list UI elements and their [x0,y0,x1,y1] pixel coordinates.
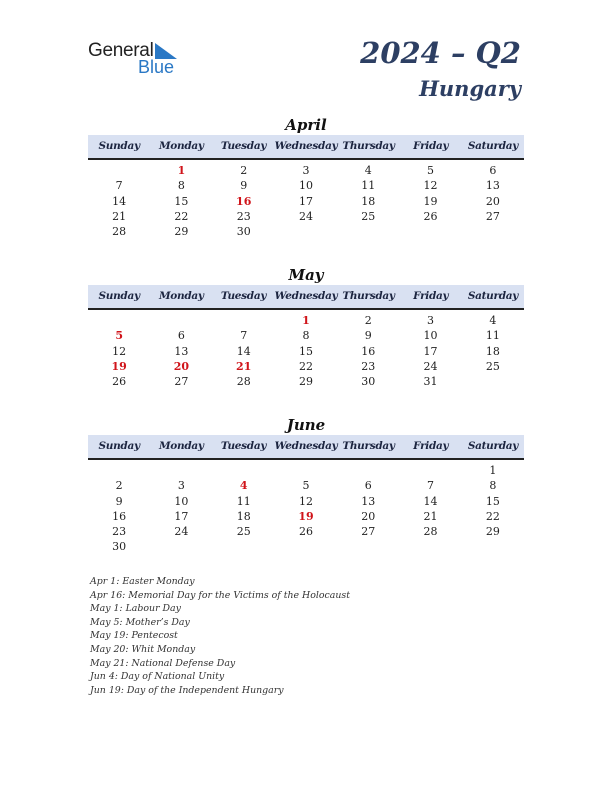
day-cell: 30 [112,540,127,554]
day-cell: 14 [423,494,438,508]
day-cell: 17 [423,344,438,358]
day-cell: 28 [236,375,251,389]
day-cell: 10 [423,329,438,343]
weekday-label: Thursday [342,290,395,302]
month-title: April [285,116,327,134]
day-cell: 6 [364,479,372,493]
day-cell: 4 [489,314,497,327]
week-row [88,209,524,224]
empty-day-cell [337,539,399,554]
month-april [88,115,524,239]
day-cell: 5 [302,479,310,493]
day-cell: 26 [423,209,438,223]
holiday-note: May 19: Pentecost [90,630,178,642]
weekday-header-row [88,135,524,160]
logo-text-blue: Blue [138,57,175,77]
weekday-label: Friday [413,140,449,152]
weekday-label: Tuesday [220,440,267,452]
day-cell: 7 [427,479,435,493]
day-cell: 9 [115,494,123,508]
holiday-day-cell: 1 [302,314,310,327]
week-row [88,344,524,359]
day-cell: 14 [112,194,127,208]
day-cell: 29 [485,525,500,539]
day-cell: 24 [174,525,189,539]
day-cell: 23 [236,209,251,223]
day-cell: 15 [298,344,313,358]
empty-day-cell [213,313,275,328]
weekday-header-row [88,285,524,310]
day-cell: 6 [177,329,185,343]
week-row [88,539,524,554]
day-cell: 23 [361,359,376,373]
day-cell: 2 [364,314,372,327]
day-cell: 13 [174,344,189,358]
day-cell: 25 [485,359,500,373]
day-cell: 25 [361,209,376,223]
holiday-note: May 21: National Defense Day [90,657,236,669]
week-row [88,224,524,239]
day-cell: 31 [423,375,438,389]
day-cell: 3 [302,164,310,177]
page-title: 2024 – Q2 [360,36,521,70]
day-cell: 12 [112,344,127,358]
day-cell: 30 [236,225,251,239]
day-cell: 22 [298,359,313,373]
week-row [88,194,524,209]
weekday-label: Thursday [342,140,395,152]
day-cell: 8 [302,329,310,343]
holiday-notes [90,575,350,697]
day-cell: 12 [298,494,313,508]
week-row [88,328,524,343]
empty-day-cell [150,313,212,328]
week-row [88,463,524,478]
empty-day-cell [88,463,150,478]
day-cell: 29 [174,225,189,239]
day-cell: 5 [427,164,435,177]
empty-day-cell [399,224,461,239]
day-cell: 18 [361,194,376,208]
holiday-note: Apr 16: Memorial Day for the Victims of the Holocaust [90,589,350,601]
holiday-note: May 20: Whit Monday [90,643,196,655]
holiday-day-cell: 21 [236,359,252,373]
empty-day-cell [399,539,461,554]
month-title: May [288,266,324,284]
day-cell: 19 [423,194,438,208]
week-row [88,478,524,493]
day-cell: 24 [298,209,313,223]
weekday-label: Friday [413,290,449,302]
day-cell: 17 [174,509,189,523]
day-cell: 30 [361,375,376,389]
weekday-header-row [88,435,524,460]
weekday-label: Sunday [98,140,140,152]
day-cell: 18 [236,509,251,523]
weekday-label: Tuesday [220,290,267,302]
week-row [88,524,524,539]
day-cell: 22 [485,509,500,523]
day-cell: 28 [112,225,127,239]
holiday-note: May 5: Mother’s Day [90,616,190,628]
day-cell: 3 [177,479,185,493]
day-cell: 24 [423,359,438,373]
weekday-label: Saturday [467,440,519,452]
day-cell: 12 [423,179,438,193]
holiday-day-cell: 19 [111,359,127,373]
day-cell: 2 [115,479,123,493]
empty-day-cell [88,313,150,328]
empty-day-cell [275,539,337,554]
day-cell: 25 [236,525,251,539]
day-cell: 16 [112,509,127,523]
weekday-label: Saturday [467,140,519,152]
day-cell: 26 [112,375,127,389]
week-row [88,178,524,193]
month-june [88,415,524,555]
day-cell: 13 [361,494,376,508]
logo-text-general: General [88,40,154,61]
empty-day-cell [275,224,337,239]
week-row [88,163,524,178]
weekday-label: Wednesday [274,140,338,152]
day-cell: 10 [174,494,189,508]
week-row [88,494,524,509]
day-cell: 8 [489,479,497,493]
week-row [88,509,524,524]
page-subtitle-country: Hungary [419,76,521,101]
day-cell: 9 [240,179,248,193]
empty-day-cell [462,374,524,389]
weekday-label: Wednesday [274,440,338,452]
day-cell: 13 [485,179,500,193]
weekday-label: Monday [158,140,204,152]
day-cell: 15 [174,194,189,208]
holiday-note: Apr 1: Easter Monday [90,576,195,587]
empty-day-cell [337,224,399,239]
empty-day-cell [88,163,150,178]
logo [88,40,198,76]
day-cell: 21 [112,209,127,223]
empty-day-cell [462,224,524,239]
day-cell: 26 [298,525,313,539]
day-cell: 17 [298,194,313,208]
holiday-day-cell: 20 [173,359,190,373]
day-cell: 7 [240,329,248,343]
weekday-label: Tuesday [220,140,267,152]
empty-day-cell [213,463,275,478]
day-cell: 3 [427,314,435,327]
weekday-label: Monday [158,440,204,452]
day-cell: 11 [236,494,251,508]
day-cell: 8 [177,179,185,193]
month-title: June [286,416,326,434]
day-cell: 11 [361,179,376,193]
holiday-day-cell: 4 [239,479,248,493]
empty-day-cell [150,539,212,554]
day-cell: 29 [298,375,313,389]
weekday-label: Monday [158,290,204,302]
day-cell: 27 [361,525,376,539]
weekday-label: Sunday [98,440,140,452]
day-cell: 16 [361,344,376,358]
holiday-note: May 1: Labour Day [90,603,181,615]
weekday-label: Sunday [98,290,140,302]
day-cell: 1 [489,464,497,477]
day-cell: 27 [485,209,500,223]
weekday-label: Wednesday [274,290,338,302]
weekday-label: Friday [413,440,449,452]
day-cell: 15 [485,494,500,508]
weekday-label: Thursday [342,440,395,452]
holiday-note: Jun 4: Day of National Unity [90,671,225,683]
empty-day-cell [213,539,275,554]
day-cell: 20 [485,194,500,208]
holiday-note: Jun 19: Day of the Independent Hungary [90,684,284,696]
day-cell: 4 [364,164,372,177]
week-row [88,359,524,374]
day-cell: 20 [361,509,376,523]
empty-day-cell [150,463,212,478]
month-may [88,265,524,389]
weekday-label: Saturday [467,290,519,302]
holiday-day-cell: 16 [236,194,252,208]
day-cell: 7 [115,179,123,193]
day-cell: 23 [112,525,127,539]
empty-day-cell [337,463,399,478]
holiday-day-cell: 19 [298,509,314,523]
week-row [88,374,524,389]
day-cell: 2 [240,164,248,177]
week-row [88,313,524,328]
day-cell: 6 [489,164,497,177]
empty-day-cell [275,463,337,478]
day-cell: 27 [174,375,189,389]
day-cell: 10 [298,179,313,193]
day-cell: 28 [423,525,438,539]
day-cell: 14 [236,344,251,358]
day-cell: 18 [485,344,500,358]
holiday-day-cell: 1 [177,164,186,177]
day-cell: 21 [423,509,438,523]
day-cell: 9 [364,329,372,343]
empty-day-cell [399,463,461,478]
holiday-day-cell: 5 [115,329,123,343]
day-cell: 11 [485,329,500,343]
empty-day-cell [462,539,524,554]
day-cell: 22 [174,209,189,223]
